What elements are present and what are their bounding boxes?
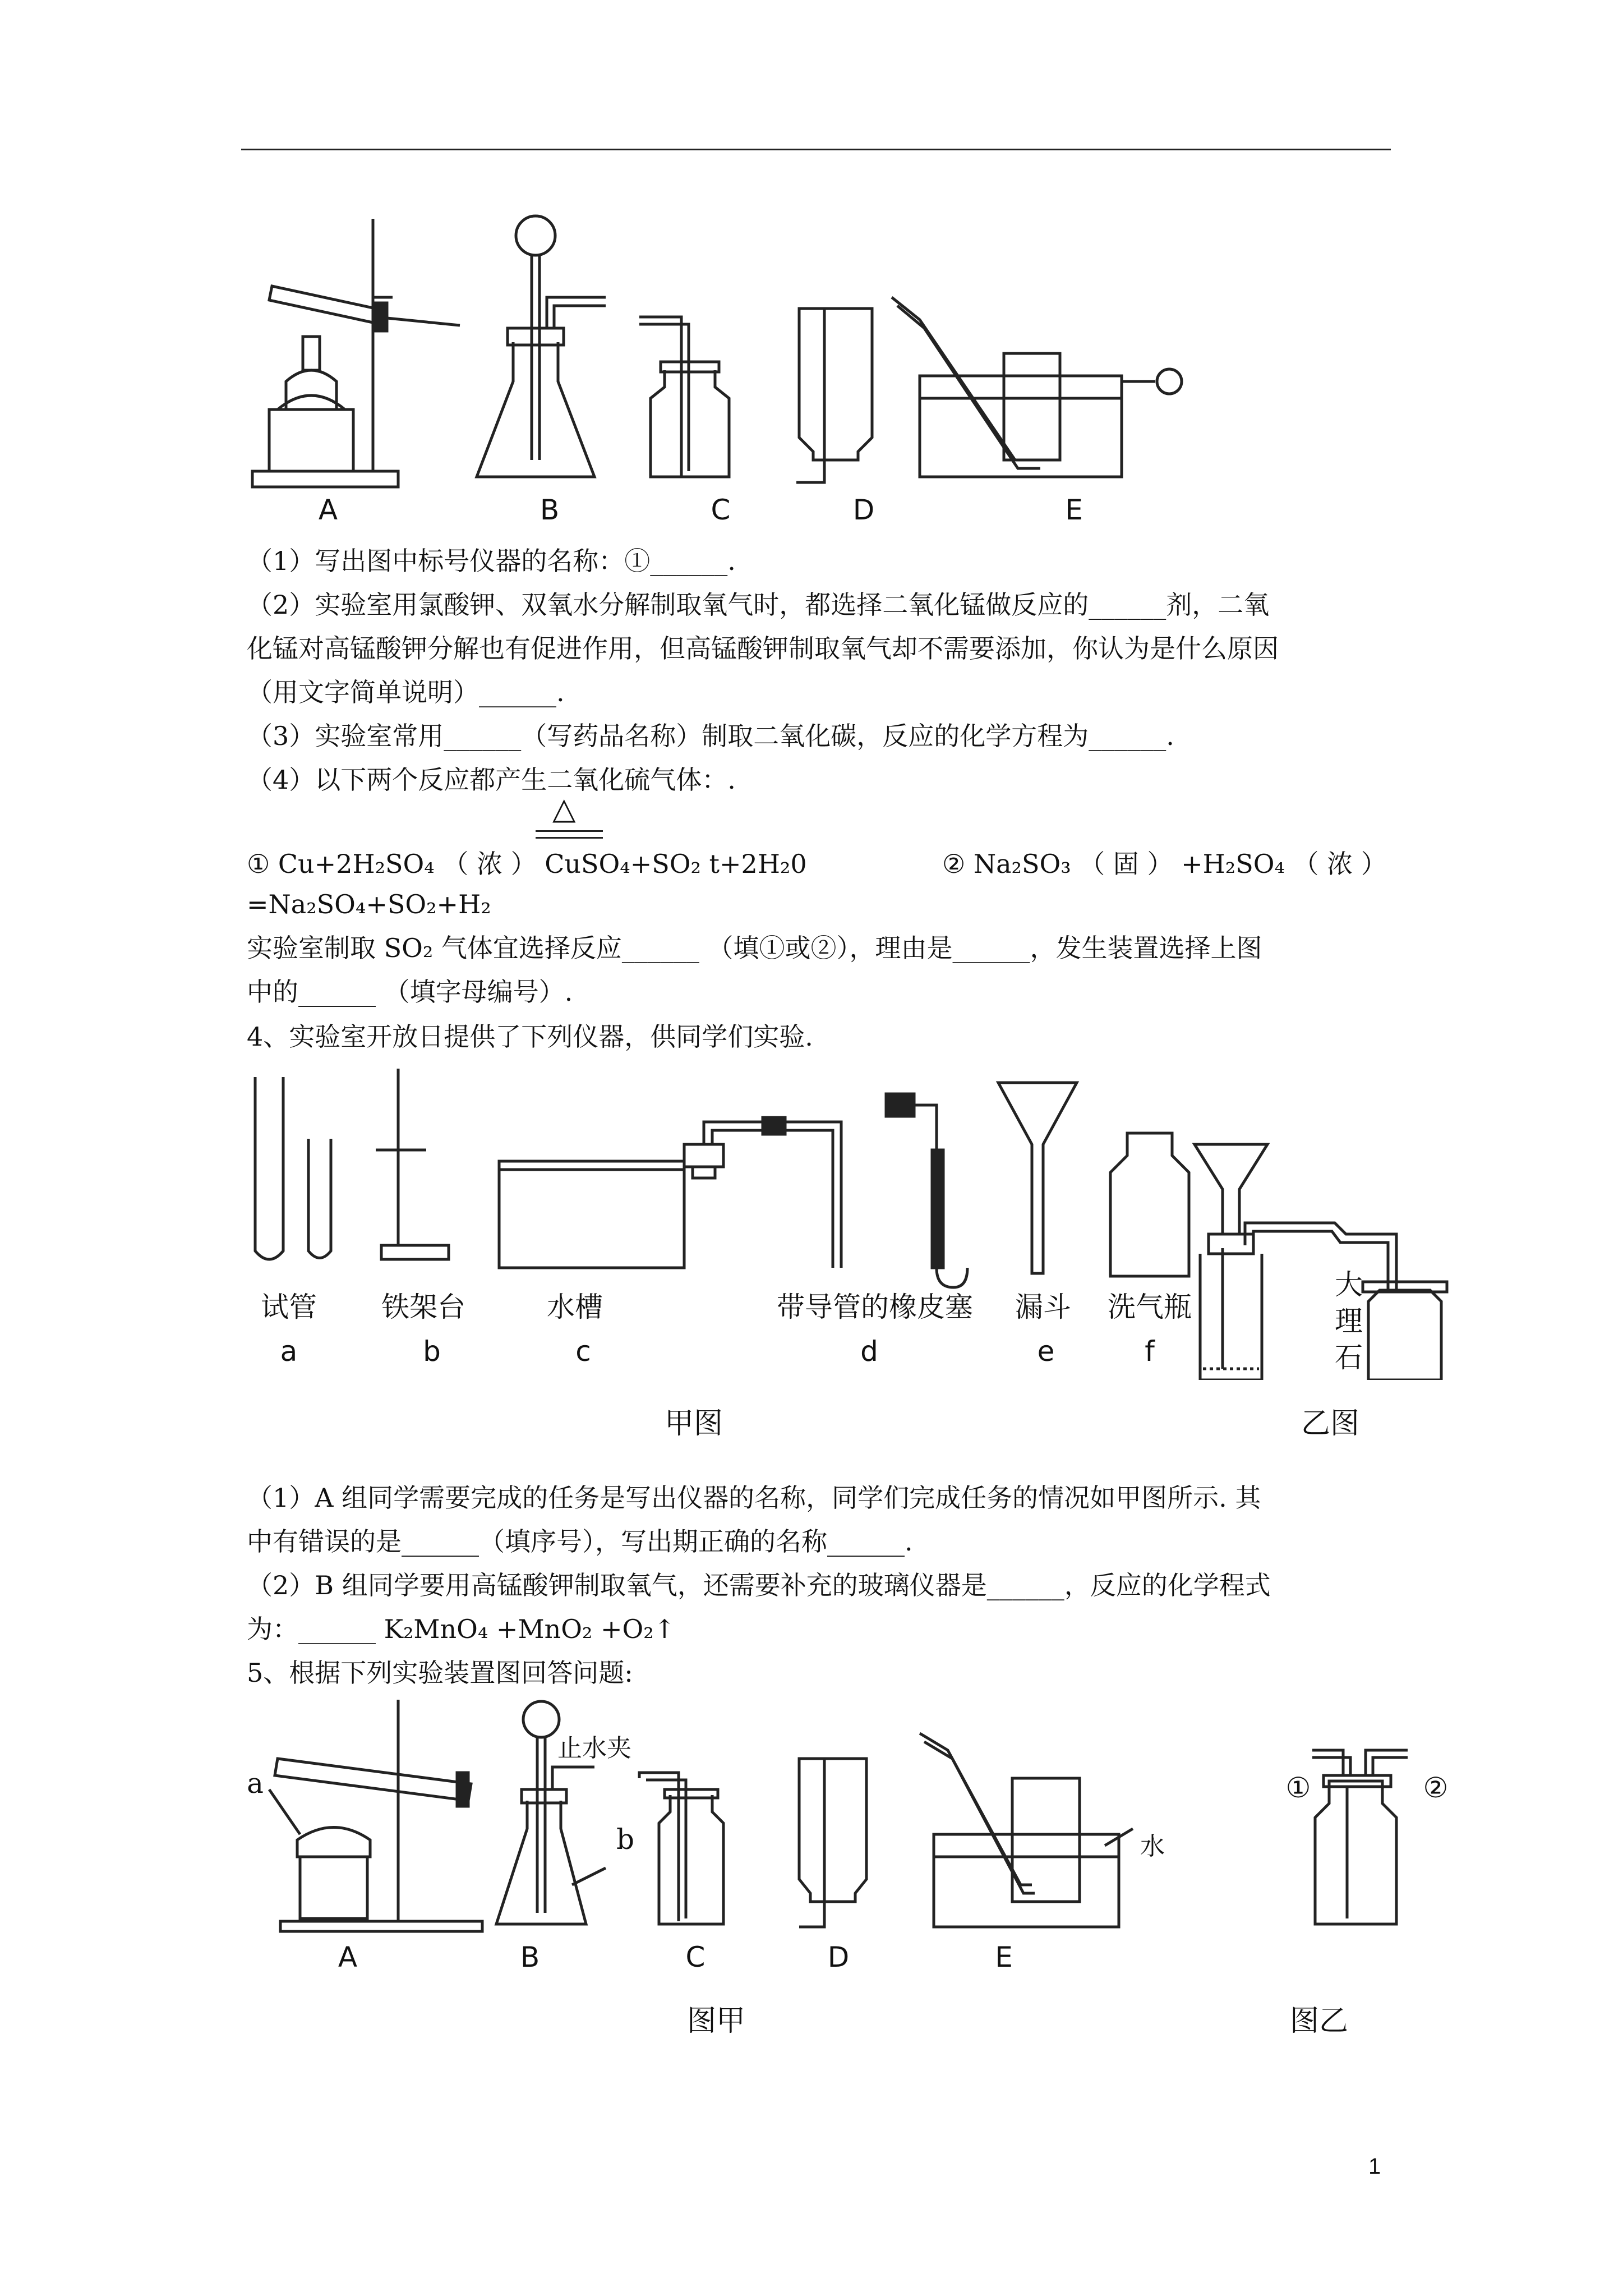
page-number: 1: [1368, 2154, 1381, 2179]
figure-apparatus-2: [247, 1700, 1481, 1935]
port-1: ①: [1285, 1772, 1311, 1804]
figure-instruments: [247, 1066, 1481, 1380]
header-rule: [241, 149, 1391, 150]
fig3-label-e: E: [995, 1941, 1013, 1973]
letter-b: b: [423, 1335, 441, 1368]
q3-part5-line2: 中的______ （填字母编号）.: [247, 977, 573, 1007]
q3-part1: （1）写出图中标号仪器的名称：①______.: [247, 546, 736, 576]
name-test-tube: 试管: [261, 1291, 317, 1323]
q5-title: 5、根据下列实验装置图回答问题:: [247, 1658, 633, 1688]
fig1-label-d: D: [852, 494, 875, 526]
reaction-2: ② Na₂SO₃ （ 固 ） +H₂SO₄ （ 浓 ）: [942, 849, 1387, 879]
stone-char-1: 大: [1335, 1268, 1363, 1301]
heat-symbol: △: [552, 791, 576, 826]
label-b-flask: b: [616, 1823, 634, 1856]
q4-part2-line2: 为：______ K₂MnO₄ +MnO₂ +O₂↑: [247, 1614, 676, 1644]
q4-title: 4、实验室开放日提供了下列仪器，供同学们实验.: [247, 1022, 813, 1052]
letter-e: e: [1037, 1335, 1055, 1368]
stone-char-3: 石: [1335, 1341, 1363, 1374]
name-funnel: 漏斗: [1015, 1291, 1071, 1323]
name-water-trough: 水槽: [547, 1291, 603, 1323]
fig1-label-c: C: [711, 494, 731, 526]
figure-apparatus-1: [247, 213, 1256, 505]
q3-part4: （4）以下两个反应都产生二氧化硫气体：.: [247, 765, 736, 795]
reaction-1: ① Cu+2H₂SO₄ （ 浓 ） CuSO₄+SO₂ t+2H₂0: [247, 849, 807, 879]
q3-part3: （3）实验室常用______（写药品名称）制取二氧化碳，反应的化学方程为______.: [247, 721, 1174, 751]
label-a-lamp: a: [247, 1767, 264, 1800]
caption-fig-yi: 图乙: [1290, 2004, 1349, 2038]
letter-f: f: [1145, 1335, 1155, 1368]
fig3-label-d: D: [827, 1941, 850, 1973]
caption-yi: 乙图: [1301, 1407, 1360, 1441]
q3-part2-line1: （2）实验室用氯酸钾、双氧水分解制取氧气时，都选择二氧化锰做反应的______剂，二氧: [247, 590, 1270, 620]
fig3-label-b: B: [520, 1941, 540, 1973]
q3-part5-line1: 实验室制取 SO₂ 气体宜选择反应______ （填①或②），理由是______，发生装置选择上图: [247, 933, 1262, 963]
q4-part2-line1: （2）B 组同学要用高锰酸钾制取氧气，还需要补充的玻璃仪器是______，反应的化学程式: [247, 1570, 1271, 1600]
label-water: 水: [1140, 1832, 1165, 1861]
letter-d: d: [860, 1335, 878, 1368]
reaction-2-products: =Na₂SO₄+SO₂+H₂: [247, 889, 491, 919]
label-water-clamp: 止水夹: [557, 1734, 631, 1763]
letter-c: c: [575, 1335, 591, 1368]
q3-part2-line3: （用文字简单说明）______.: [247, 677, 565, 707]
fig1-label-e: E: [1065, 494, 1083, 526]
fig3-label-c: C: [685, 1941, 706, 1973]
name-wash-bottle: 洗气瓶: [1108, 1291, 1192, 1323]
port-2: ②: [1423, 1772, 1449, 1804]
fig1-label-a: A: [318, 494, 338, 526]
caption-fig-jia: 图甲: [687, 2004, 746, 2038]
fig3-label-a: A: [338, 1941, 358, 1973]
fig1-label-b: B: [540, 494, 560, 526]
letter-a: a: [280, 1335, 298, 1368]
q4-part1-line2: 中有错误的是______（填序号），写出期正确的名称______.: [247, 1526, 913, 1557]
name-stopper-tube: 带导管的橡皮塞: [777, 1291, 973, 1323]
q3-part2-line2: 化锰对高锰酸钾分解也有促进作用，但高锰酸钾制取氧气却不需要添加，你认为是什么原因: [247, 633, 1279, 664]
q4-part1-line1: （1）A 组同学需要完成的任务是写出仪器的名称，同学们完成任务的情况如甲图所示. 其: [247, 1483, 1261, 1513]
name-iron-stand: 铁架台: [381, 1291, 465, 1323]
caption-jia: 甲图: [665, 1407, 723, 1441]
stone-char-2: 理: [1335, 1305, 1363, 1337]
